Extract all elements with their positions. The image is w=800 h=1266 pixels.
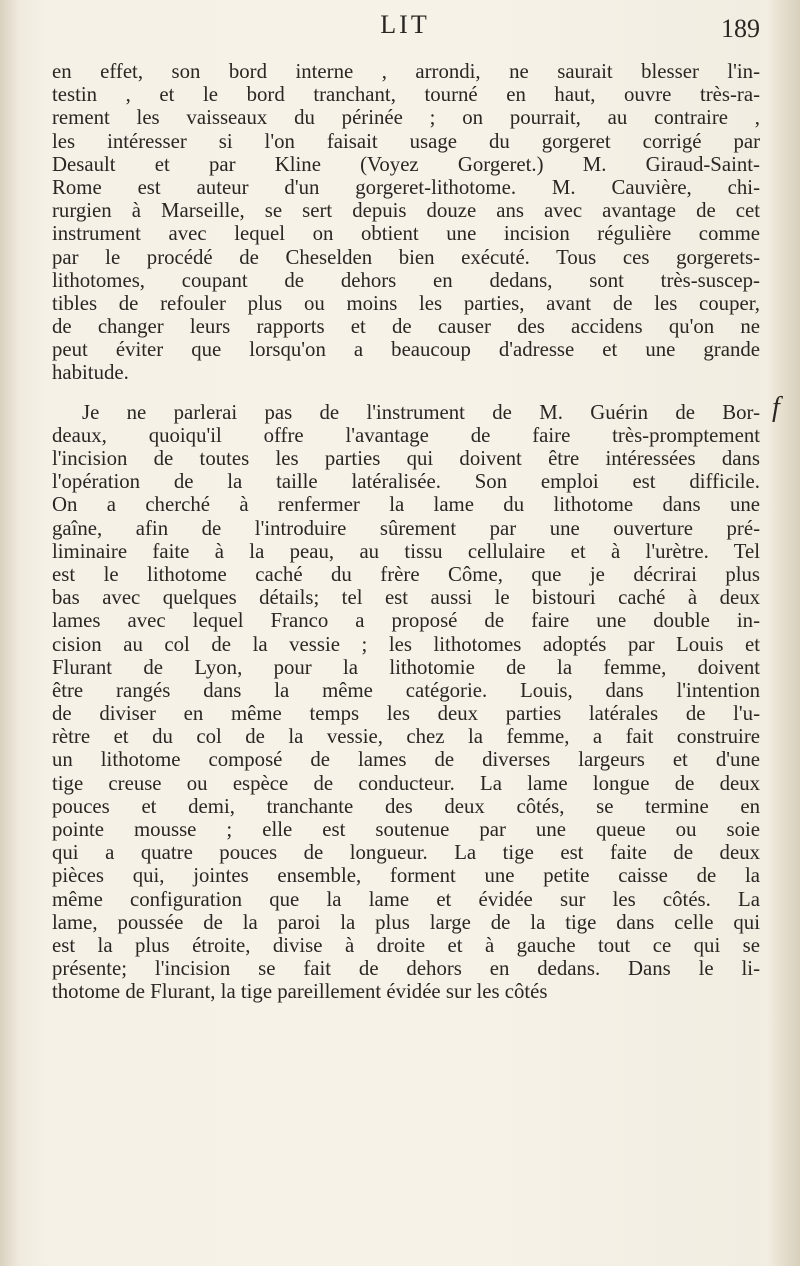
text-line: cision au col de la vessie ; les lithotomes adoptés par Louis et [52,632,760,656]
text-line: l'opération de la taille latéralisée. Son emploi est difficile. [52,470,760,494]
paragraph-gap [52,385,760,401]
text-line: instrument avec lequel on obtient une incision régulière comme [52,222,760,246]
text-line: gaîne, afin de l'introduire sûrement par une ouverture pré- [52,516,760,540]
text-line: de changer leurs rapports et de causer des accidens qu'on ne [52,315,760,339]
text-line: en effet, son bord interne , arrondi, ne saurait blesser l'in- [52,60,760,83]
text-line: lame, poussée de la paroi la plus large de la tige dans celle qui [52,910,760,934]
text-line: est le lithotome caché du frère Côme, que je décrirai plus [52,562,760,586]
text-line: deaux, quoiqu'il offre l'avantage de faire très-promptement [52,423,760,447]
page-edge-right [766,0,800,1266]
text-line: pouces et demi, tranchante des deux côtés, se termine en [52,794,760,818]
text-line: rètre et du col de la vessie, chez la femme, a fait construire [52,725,760,749]
text-line: lames avec lequel Franco a proposé de faire une double in- [52,609,760,633]
text-line: tibles de refouler plus ou moins les parties, avant de les couper, [52,291,760,315]
text-line: un lithotome composé de lames de diverses largeurs et d'une [52,748,760,772]
text-line: présente; l'incision se fait de dehors en dedans. Dans le li- [52,957,760,981]
text-line: est la plus étroite, divise à droite et à gauche tout ce qui se [52,933,760,957]
text-line: rurgien à Marseille, se sert depuis douze ans avec avantage de cet [52,199,760,223]
text-line: bas avec quelques détails; tel est aussi le bistouri caché à deux [52,586,760,610]
text-line: Flurant de Lyon, pour la lithotomie de la femme, doivent [52,655,760,679]
text-line: lithotomes, coupant de dehors en dedans, sont très-suscep- [52,268,760,292]
text-line: peut éviter que lorsqu'on a beaucoup d'adresse et une grande [52,338,760,362]
text-line: rement les vaisseaux du périnée ; on pourrait, au contraire , [52,106,760,130]
text-line: tige creuse ou espèce de conducteur. La lame longue de deux [52,771,760,795]
text-line: pièces qui, jointes ensemble, forment une petite caisse de la [52,864,760,888]
page-gutter-left [0,0,18,1266]
page-number: 189 [721,14,760,43]
text-line: thotome de Flurant, la tige pareillement évidée sur les côtés [52,980,548,1004]
text-line: même configuration que la lame et évidée sur les côtés. La [52,887,760,911]
page-header [50,10,760,54]
text-line: être rangés dans la même catégorie. Louis, dans l'intention [52,678,760,702]
paragraph-2 [52,401,760,1004]
running-head: LIT [380,10,430,39]
text-line: pointe mousse ; elle est soutenue par une queue ou soie [52,818,760,841]
text-line: l'incision de toutes les parties qui doivent être intéressées dans [52,447,760,470]
text-line: liminaire faite à la peau, au tissu cellulaire et à l'urètre. Tel [52,539,760,563]
margin-mark: f [772,392,780,423]
body-text [52,60,760,1004]
text-line: On a cherché à renfermer la lame du lithotome dans une [52,493,760,517]
text-line: par le procédé de Cheselden bien exécuté. Tous ces gorgerets- [52,245,760,269]
paragraph-1 [52,60,760,385]
text-line: habitude. [52,361,129,385]
text-line: testin , et le bord tranchant, tourné en haut, ouvre très-ra- [52,83,760,107]
text-line: les intéresser si l'on faisait usage du gorgeret corrigé par [52,129,760,153]
text-line: de diviser en même temps les deux parties latérales de l'u- [52,702,760,726]
text-line: qui a quatre pouces de longueur. La tige est faite de deux [52,841,760,865]
text-line: Je ne parlerai pas de l'instrument de M. Guérin de Bor- [82,400,760,424]
text-line: Desault et par Kline (Voyez Gorgeret.) M. Giraud-Saint- [52,152,760,176]
text-line: Rome est auteur d'un gorgeret-lithotome. M. Cauvière, chi- [52,175,760,199]
